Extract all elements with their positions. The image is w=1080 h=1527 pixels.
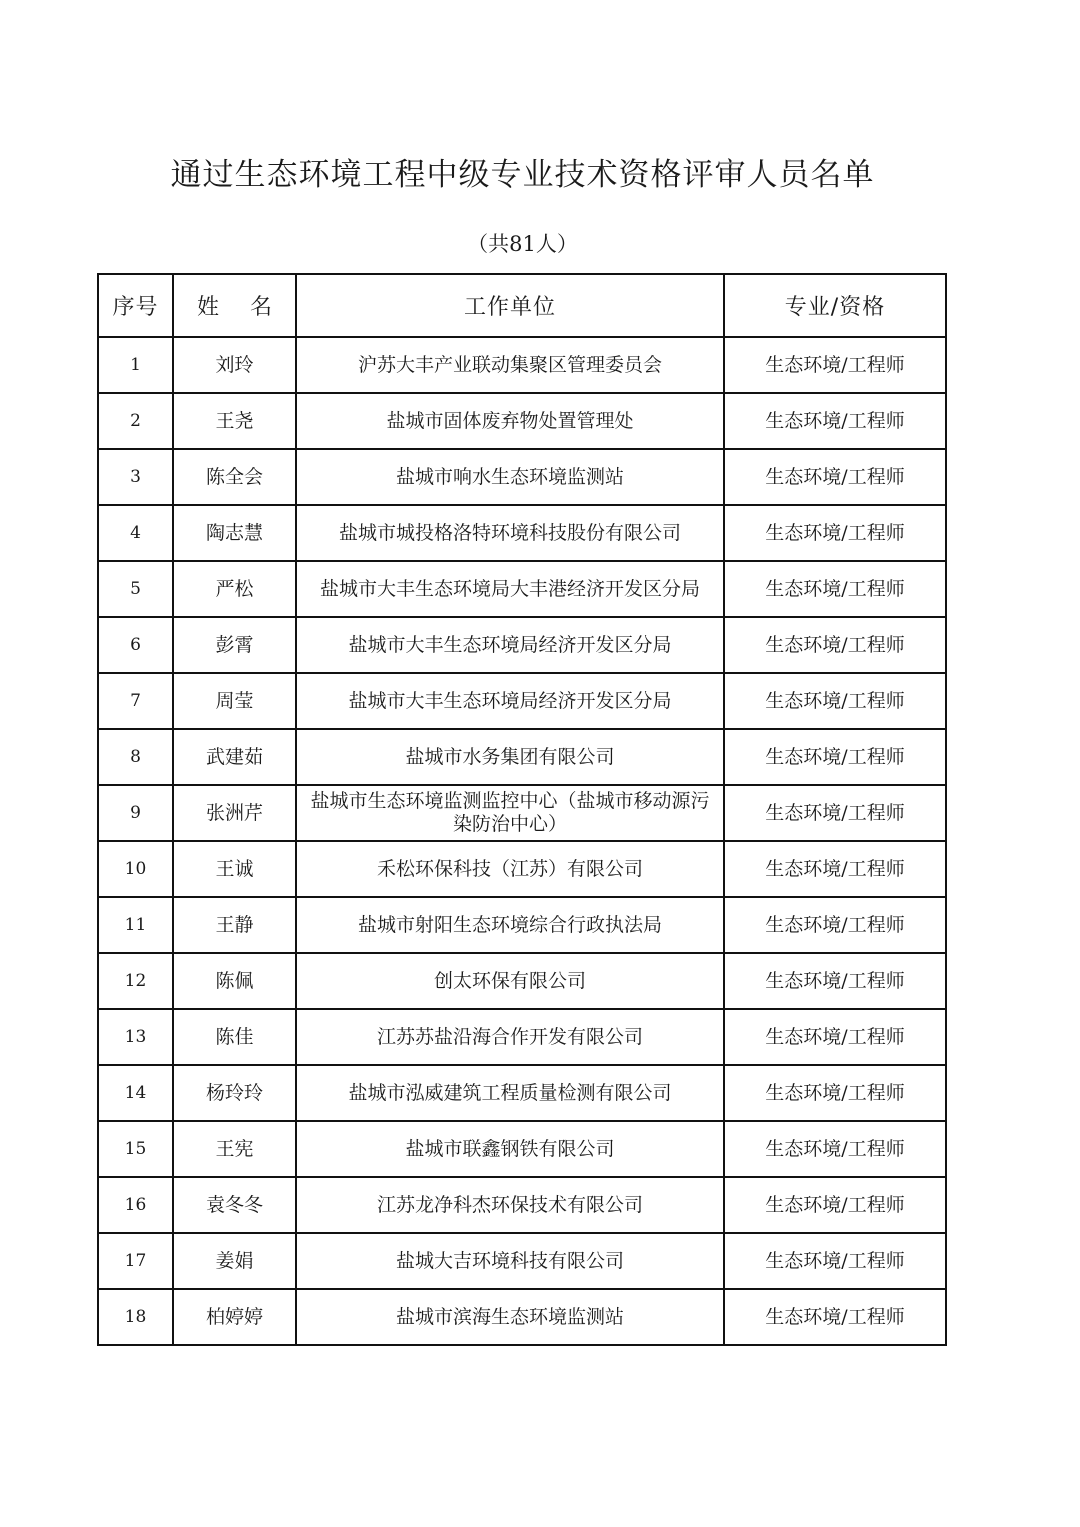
cell-no: 18 bbox=[98, 1289, 173, 1345]
cell-unit: 盐城市滨海生态环境监测站 bbox=[296, 1289, 724, 1345]
cell-unit: 盐城市水务集团有限公司 bbox=[296, 729, 724, 785]
table-row bbox=[98, 1177, 946, 1233]
table-row bbox=[98, 897, 946, 953]
cell-unit: 创太环保有限公司 bbox=[296, 953, 724, 1009]
cell-no: 15 bbox=[98, 1121, 173, 1177]
document-subtitle: （共81人） bbox=[467, 232, 578, 256]
cell-no: 9 bbox=[98, 785, 173, 841]
cell-unit: 江苏龙净科杰环保技术有限公司 bbox=[296, 1177, 724, 1233]
roster-table bbox=[97, 273, 947, 1346]
cell-no: 7 bbox=[98, 673, 173, 729]
cell-qualification: 生态环境/工程师 bbox=[724, 1177, 946, 1233]
table-row bbox=[98, 393, 946, 449]
table-row bbox=[98, 561, 946, 617]
cell-qualification: 生态环境/工程师 bbox=[724, 617, 946, 673]
cell-qualification: 生态环境/工程师 bbox=[724, 1065, 946, 1121]
cell-no: 8 bbox=[98, 729, 173, 785]
cell-name: 柏婷婷 bbox=[173, 1289, 296, 1345]
cell-no: 17 bbox=[98, 1233, 173, 1289]
cell-name: 王静 bbox=[173, 897, 296, 953]
cell-unit: 沪苏大丰产业联动集聚区管理委员会 bbox=[296, 337, 724, 393]
header-unit: 工作单位 bbox=[296, 274, 724, 337]
document-title: 通过生态环境工程中级专业技术资格评审人员名单 bbox=[170, 157, 875, 193]
cell-name: 杨玲玲 bbox=[173, 1065, 296, 1121]
cell-name: 陈佳 bbox=[173, 1009, 296, 1065]
table-row bbox=[98, 673, 946, 729]
cell-qualification: 生态环境/工程师 bbox=[724, 673, 946, 729]
cell-unit: 盐城大吉环境科技有限公司 bbox=[296, 1233, 724, 1289]
cell-name: 袁冬冬 bbox=[173, 1177, 296, 1233]
header-qualification: 专业/资格 bbox=[724, 274, 946, 337]
table-row bbox=[98, 841, 946, 897]
header-name: 姓 名 bbox=[173, 274, 296, 337]
cell-qualification: 生态环境/工程师 bbox=[724, 785, 946, 841]
cell-qualification: 生态环境/工程师 bbox=[724, 561, 946, 617]
table-row bbox=[98, 953, 946, 1009]
cell-unit: 盐城市响水生态环境监测站 bbox=[296, 449, 724, 505]
table-row bbox=[98, 729, 946, 785]
table-row bbox=[98, 1121, 946, 1177]
cell-qualification: 生态环境/工程师 bbox=[724, 505, 946, 561]
cell-unit: 盐城市大丰生态环境局经济开发区分局 bbox=[296, 617, 724, 673]
table-row bbox=[98, 785, 946, 841]
cell-no: 12 bbox=[98, 953, 173, 1009]
cell-qualification: 生态环境/工程师 bbox=[724, 1009, 946, 1065]
cell-name: 王宪 bbox=[173, 1121, 296, 1177]
cell-qualification: 生态环境/工程师 bbox=[724, 393, 946, 449]
cell-unit: 盐城市生态环境监测监控中心（盐城市移动源污染防治中心） bbox=[296, 785, 724, 841]
table-row bbox=[98, 617, 946, 673]
table-body bbox=[98, 337, 946, 1345]
cell-unit: 盐城市射阳生态环境综合行政执法局 bbox=[296, 897, 724, 953]
cell-name: 武建茹 bbox=[173, 729, 296, 785]
cell-name: 彭霄 bbox=[173, 617, 296, 673]
cell-name: 王诚 bbox=[173, 841, 296, 897]
cell-no: 6 bbox=[98, 617, 173, 673]
cell-no: 1 bbox=[98, 337, 173, 393]
table-row bbox=[98, 1233, 946, 1289]
cell-unit: 盐城市大丰生态环境局大丰港经济开发区分局 bbox=[296, 561, 724, 617]
cell-no: 14 bbox=[98, 1065, 173, 1121]
table-row bbox=[98, 1065, 946, 1121]
cell-unit: 江苏苏盐沿海合作开发有限公司 bbox=[296, 1009, 724, 1065]
cell-name: 陈佩 bbox=[173, 953, 296, 1009]
cell-qualification: 生态环境/工程师 bbox=[724, 953, 946, 1009]
table-row bbox=[98, 505, 946, 561]
cell-qualification: 生态环境/工程师 bbox=[724, 1289, 946, 1345]
cell-qualification: 生态环境/工程师 bbox=[724, 449, 946, 505]
cell-unit: 盐城市泓威建筑工程质量检测有限公司 bbox=[296, 1065, 724, 1121]
cell-qualification: 生态环境/工程师 bbox=[724, 1233, 946, 1289]
cell-unit: 禾松环保科技（江苏）有限公司 bbox=[296, 841, 724, 897]
cell-no: 3 bbox=[98, 449, 173, 505]
cell-unit: 盐城市大丰生态环境局经济开发区分局 bbox=[296, 673, 724, 729]
cell-no: 11 bbox=[98, 897, 173, 953]
table-row bbox=[98, 449, 946, 505]
cell-no: 2 bbox=[98, 393, 173, 449]
cell-unit: 盐城市固体废弃物处置管理处 bbox=[296, 393, 724, 449]
cell-no: 16 bbox=[98, 1177, 173, 1233]
cell-name: 刘玲 bbox=[173, 337, 296, 393]
cell-name: 张洲芹 bbox=[173, 785, 296, 841]
table-row bbox=[98, 337, 946, 393]
table-row bbox=[98, 1289, 946, 1345]
cell-qualification: 生态环境/工程师 bbox=[724, 337, 946, 393]
cell-unit: 盐城市城投格洛特环境科技股份有限公司 bbox=[296, 505, 724, 561]
cell-qualification: 生态环境/工程师 bbox=[724, 1121, 946, 1177]
cell-qualification: 生态环境/工程师 bbox=[724, 729, 946, 785]
cell-name: 姜娟 bbox=[173, 1233, 296, 1289]
cell-name: 王尧 bbox=[173, 393, 296, 449]
cell-no: 13 bbox=[98, 1009, 173, 1065]
cell-no: 4 bbox=[98, 505, 173, 561]
cell-no: 5 bbox=[98, 561, 173, 617]
header-row bbox=[98, 274, 946, 337]
cell-qualification: 生态环境/工程师 bbox=[724, 841, 946, 897]
cell-name: 陈全会 bbox=[173, 449, 296, 505]
cell-name: 周莹 bbox=[173, 673, 296, 729]
cell-no: 10 bbox=[98, 841, 173, 897]
cell-unit: 盐城市联鑫钢铁有限公司 bbox=[296, 1121, 724, 1177]
cell-name: 陶志慧 bbox=[173, 505, 296, 561]
cell-qualification: 生态环境/工程师 bbox=[724, 897, 946, 953]
table-header bbox=[98, 274, 946, 337]
table-row bbox=[98, 1009, 946, 1065]
header-no: 序号 bbox=[98, 274, 173, 337]
cell-name: 严松 bbox=[173, 561, 296, 617]
